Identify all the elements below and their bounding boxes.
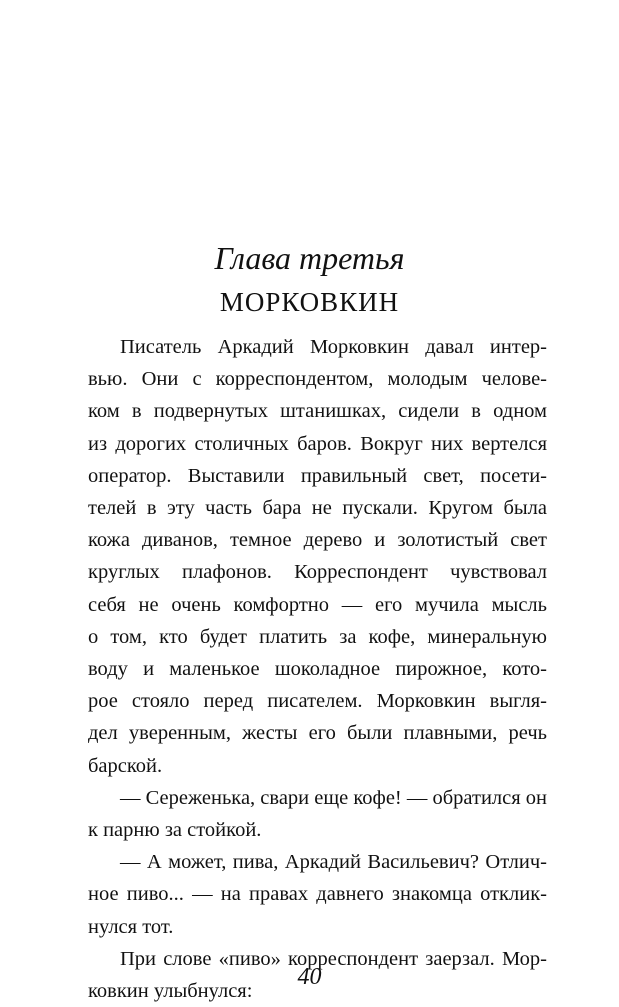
- chapter-label: Глава третья: [214, 240, 405, 276]
- text-line: ное пиво... — на правах давнего знакомца отклик-: [88, 883, 547, 906]
- text-line: барской.: [88, 754, 163, 777]
- chapter-title: МОРКОВКИН: [219, 287, 400, 317]
- text-line: из дорогих столичных баров. Вокруг них вертелся: [88, 432, 547, 455]
- text-line: ком в подвернутых штанишках, сидели в одном: [88, 400, 547, 423]
- text-line: вью. Они с корреспондентом, молодым челове-: [88, 368, 547, 391]
- page-number: 40: [297, 964, 322, 990]
- text-line: круглых плафонов. Корреспондент чувствовал: [88, 561, 547, 584]
- text-line: телей в эту часть бара не пускали. Кругом была: [88, 497, 547, 519]
- text-line: дел уверенным, жесты его были плавными, речь: [88, 722, 547, 745]
- text-line: — Сереженька, свари еще кофе! — обратился он: [120, 786, 548, 809]
- text-line: При слове «пиво» корреспондент заерзал. Мор-: [120, 947, 547, 970]
- text-line: нулся тот.: [88, 915, 174, 938]
- text-line: оператор. Выставили правильный свет, посети-: [88, 464, 547, 487]
- text-line: ковкин улыбнулся:: [88, 980, 253, 1002]
- text-line: себя не очень комфортно — его мучила мысль: [88, 593, 547, 616]
- text-line: — А может, пива, Аркадий Васильевич? Отлич-: [120, 851, 547, 874]
- text-line: кожа диванов, темное дерево и золотистый свет: [88, 529, 547, 552]
- text-line: воду и маленькое шоколадное пирожное, кото-: [88, 658, 547, 680]
- text-line: к парню за стойкой.: [88, 819, 262, 841]
- text-line: о том, кто будет платить за кофе, минеральную: [88, 625, 547, 648]
- text-line: Писатель Аркадий Морковкин давал интер-: [120, 336, 547, 358]
- text-line: рое стояло перед писателем. Морковкин выгля-: [88, 690, 547, 713]
